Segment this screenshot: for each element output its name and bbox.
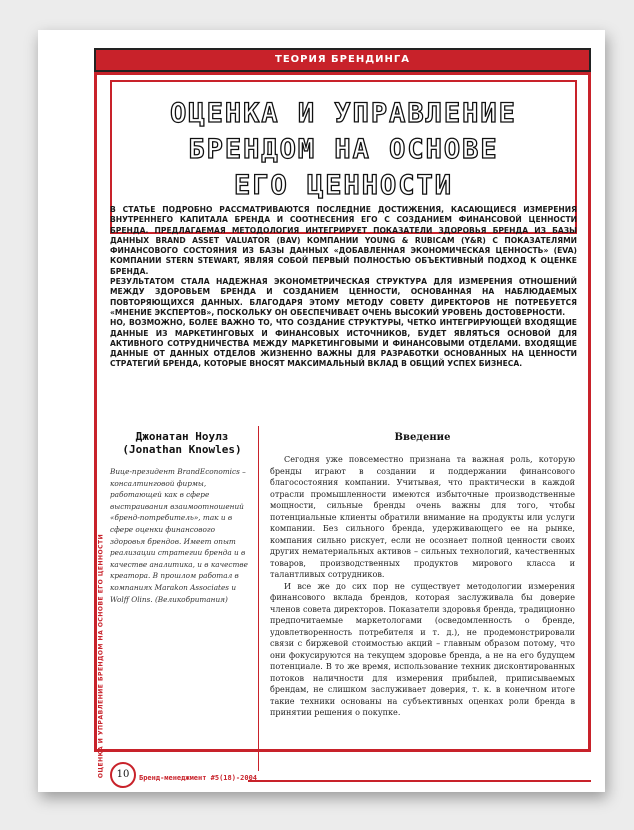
abstract-paragraph: НО, ВОЗМОЖНО, БОЛЕЕ ВАЖНО ТО, ЧТО СОЗДАНИЕ СТРУКТУРЫ, ЧЕТКО ИНТЕГРИРУЮЩЕЙ ВХОДЯЩИЕ ДАННЫЕ ИЗ МАРКЕТИНГОВЫХ И ФИНАНСОВЫХ ИСТОЧНИКОВ, БУДЕТ ЯВЛЯТЬСЯ ОСНОВОЙ ДЛЯ АКТИВНОГО СОТРУДНИЧЕСТВА МЕЖДУ МАРКЕТИНГОВЫМИ И ФИНАНСОВЫМИ ОТДЕЛАМИ. ВХОДЯЩИЕ ДАННЫЕ ОТ ДАННЫХ ОТДЕЛОВ ЖИЗНЕННО ВАЖНЫ ДЛЯ РАЗРАБОТКИ ОСНОВАННЫХ НА ЦЕННОСТИ СТРАТЕГИЙ БРЕНДА, КОТОРЫЕ ВНОСЯТ МАКСИМАЛЬНЫЙ ВКЛАД В ОБЩИЙ УСПЕХ БИЗНЕСА. [110, 318, 577, 369]
body-paragraph: Сегодня уже повсеместно признана та важная роль, которую бренды играют в создании и поддержании финансового благосостояния компании. Учитывая, что практически в каждой отрасли промышленности имеются избыточные производственные мощности, сильные бренды очень важны для того, чтобы потенциальные клиенты обратили внимание на продукты или услуги компании. Без сильного бренда, удерживающего ее на рынке, компания сильно рискует, если не осознает полной ценности своих других нематериальных активов – сильных технологий, качественных товаров, производственных продуктов мирового класса и талантливых сотрудников. [270, 454, 575, 579]
magazine-page [38, 30, 605, 792]
footer-rule [248, 780, 591, 782]
author-bio: Вице-президент BrandEconomics – консалтинговой фирмы, работающей как в сфере выстраивания взаимоотношений «бренд-потребитель», так и в сфере оценки финансового здоровья брендов. Имеет опыт реализации стратегии бренда и в качестве аналитика, и в качестве креатора. В прошлом работал в компаниях Marakon Associates и Wolff Olins. (Великобритания) [110, 467, 248, 604]
author-name [110, 430, 254, 456]
footer-journal: Бренд-менеджмент #5(18)-2004 [139, 774, 258, 782]
page-number: 10 [110, 762, 136, 788]
side-running-title-text: ОЦЕНКА И УПРАВЛЕНИЕ БРЕНДОМ НА ОСНОВЕ ЕГО ЦЕННОСТИ [97, 533, 105, 778]
article-title [112, 96, 575, 204]
article-body [270, 454, 575, 719]
column-divider [258, 426, 259, 771]
side-running-title [96, 533, 106, 778]
author-name-latin: (Jonathan Knowles) [122, 443, 242, 456]
article-abstract [110, 205, 577, 370]
section-heading: Введение [394, 432, 451, 443]
abstract-paragraph: РЕЗУЛЬТАТОМ СТАЛА НАДЕЖНАЯ ЭКОНОМЕТРИЧЕСКАЯ СТРУКТУРА ДЛЯ ИЗМЕРЕНИЯ ОТНОШЕНИЙ МЕЖДУ ЗДОРОВЬЕМ БРЕНДА И СОЗДАНИЕМ ЦЕННОСТИ, ОСНОВАННАЯ НА НАБЛЮДАЕМЫХ ПОВТОРЯЮЩИХСЯ ДАННЫХ. БЛАГОДАРЯ ЭТОМУ МЕТОДУ СОВЕТУ ДИРЕКТОРОВ НЕ ПОТРЕБУЕТСЯ «МНЕНИЕ ЭКСПЕРТОВ», ПОСКОЛЬКУ ОН ОБЕСПЕЧИВАЕТ ОЧЕНЬ ВЫСОКИЙ УРОВЕНЬ ДОСТОВЕРНОСТИ. [110, 277, 577, 317]
abstract-paragraph: В СТАТЬЕ ПОДРОБНО РАССМАТРИВАЮТСЯ ПОСЛЕДНИЕ ДОСТИЖЕНИЯ, КАСАЮЩИЕСЯ ИЗМЕРЕНИЯ ВНУТРЕННЕГО КАПИТАЛА БРЕНДА И СООТНЕСЕНИЯ ЕГО С СОЗДАНИЕМ ФИНАНСОВОЙ ЦЕННОСТИ БРЕНДА. ПРЕДЛАГАЕМАЯ МЕТОДОЛОГИЯ ИНТЕГРИРУЕТ ПОКАЗАТЕЛИ ЗДОРОВЬЯ БРЕНДА ИЗ БАЗЫ ДАННЫХ BRAND ASSET VALUATOR (BAV) КОМПАНИИ YOUNG & RUBICAM (Y&R) С ПОКАЗАТЕЛЯМИ ФИНАНСОВОГО СОСТОЯНИЯ ИЗ БАЗЫ ДАННЫХ «ДОБАВЛЕННАЯ ЭКОНОМИЧЕСКАЯ ЦЕННОСТЬ» (EVA) КОМПАНИИ STERN STEWART, ЯВЛЯЯ СОБОЙ ПЕРВЫЙ ПОЛНОСТЬЮ ОБЪЕКТИВНЫЙ ПОДХОД К ОЦЕНКЕ БРЕНДА. [110, 205, 577, 276]
section-label: ТЕОРИЯ БРЕНДИНГА [94, 48, 591, 72]
body-paragraph: И все же до сих пор не существует методологии измерения финансового вклада брендов, которая заслуживала бы доверие членов совета директоров. Показатели здоровья бренда, традиционно предпочитаемые маркетологами (осведомленность о бренде, удовлетворенность потребителя и т. д.), не продемонстрировали связи с биржевой стоимостью акций – главным образом потому, что они фокусируются на текущем здоровье бренда, а не на его будущем потенциале. В то же время, использование техник дисконтированных потоков наличности для измерения прибылей, приписываемых брендам, не слишком заслуживает доверия, т. к. в конечном итоге такие техники основаны на субъективных оценках роли бренда в принятии решения о покупке. [270, 580, 575, 717]
title-line: ОЦЕНКА И УПРАВЛЕНИЕ [170, 98, 517, 129]
title-line: ЕГО ЦЕННОСТИ [233, 170, 454, 201]
title-line: БРЕНДОМ НА ОСНОВЕ [188, 134, 499, 165]
author-name-cyrillic: Джонатан Ноулз [135, 430, 229, 443]
